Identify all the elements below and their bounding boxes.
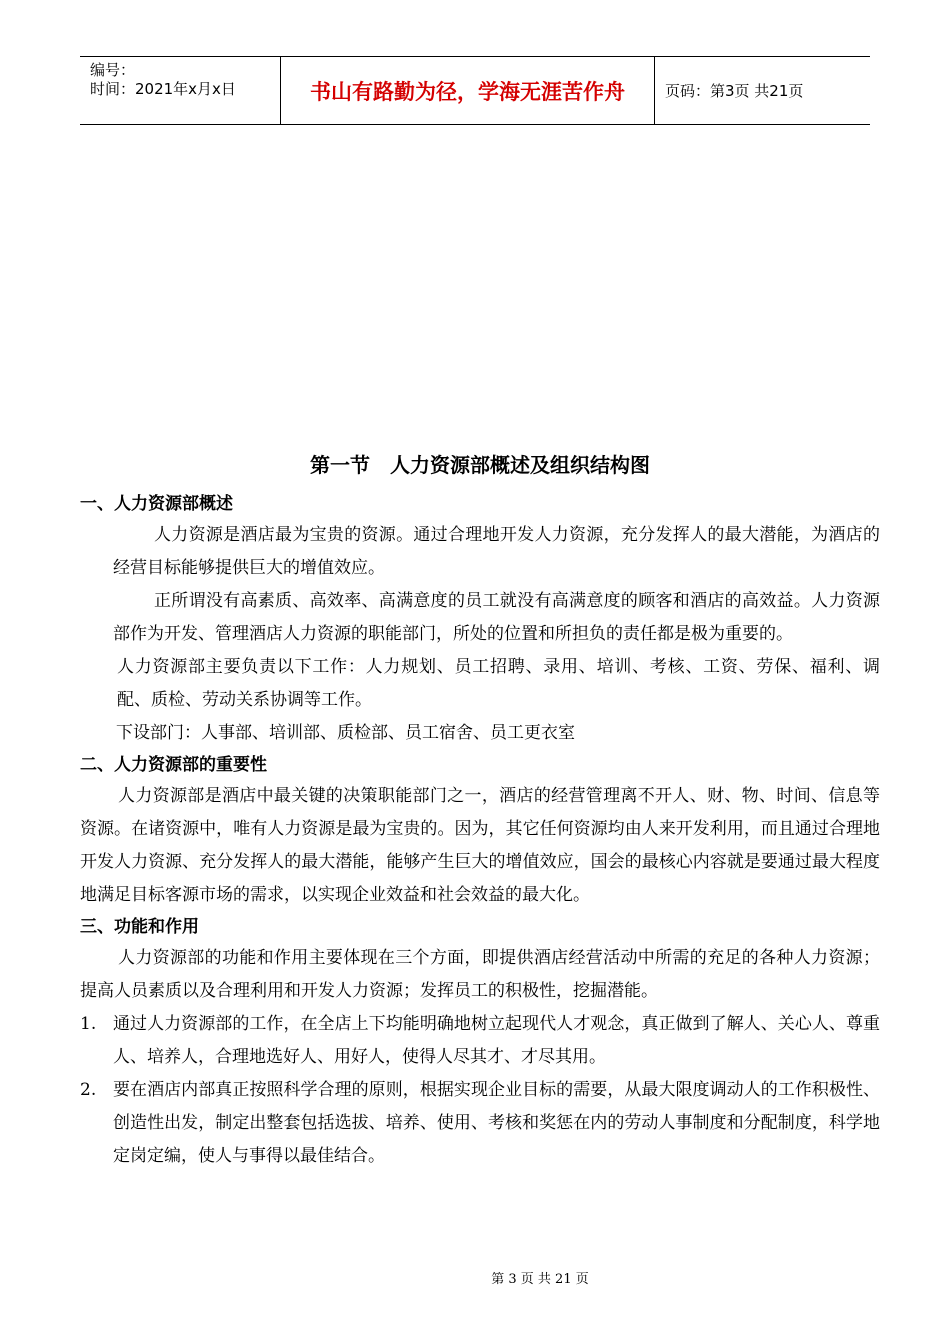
list-item (80, 1008, 880, 1074)
time-label: 时间：2021年x月x日 (90, 80, 236, 98)
page-footer: 第 3 页 共 21 页 (491, 1272, 589, 1287)
list-item-number: 1. (80, 1014, 97, 1034)
header-page-label: 页码：第3页 共21页 (665, 82, 804, 100)
header-meta (80, 57, 281, 124)
document-body (80, 450, 880, 1173)
list-item-text: 要在酒店内部真正按照科学合理的原则，根据实现企业目标的需要，从最大限度调动人的工作积极性、创造性出发，制定出整套包括选拔、培养、使用、考核和奖惩在内的劳动人事制度和分配制度，科学地定岗定编，使人与事得以最佳结合。 (113, 1080, 880, 1166)
heading-overview: 一、人力资源部概述 (80, 494, 233, 514)
list-item-number: 2. (80, 1080, 97, 1100)
header-motto: 书山有路勤为径，学海无涯苦作舟 (281, 57, 655, 124)
overview-paragraph-2: 正所谓没有高素质、高效率、高满意度的员工就没有高满意度的顾客和酒店的高效益。人力资源部作为开发、管理酒店人力资源的职能部门，所处的位置和所担负的责任都是极为重要的。 (113, 591, 880, 644)
overview-paragraph-3: 人力资源部主要负责以下工作：人力规划、员工招聘、录用、培训、考核、工资、劳保、福利、调配、质检、劳动关系协调等工作。 (117, 657, 880, 710)
overview-paragraph-1: 人力资源是酒店最为宝贵的资源。通过合理地开发人力资源，充分发挥人的最大潜能，为酒店的经营目标能够提供巨大的增值效应。 (113, 525, 880, 578)
list-item-text: 通过人力资源部的工作，在全店上下均能明确地树立起现代人才观念，真正做到了解人、关心人、尊重人、培养人，合理地选好人、用好人，使得人尽其才、才尽其用。 (113, 1014, 880, 1067)
importance-paragraph: 人力资源部是酒店中最关键的决策职能部门之一，酒店的经营管理离不开人、财、物、时间、信息等资源。在诸资源中，唯有人力资源是最为宝贵的。因为，其它任何资源均由人来开发利用，而且通过合理地开发人力资源、充分发挥人的最大潜能，能够产生巨大的增值效应，国会的最核心内容就是要通过最大程度地满足目标客源市场的需求，以实现企业效益和社会效益的最大化。 (80, 786, 880, 905)
heading-importance: 二、人力资源部的重要性 (80, 755, 267, 775)
page-header (80, 56, 870, 125)
heading-functions: 三、功能和作用 (80, 917, 199, 937)
number-label: 编号： (90, 61, 136, 79)
functions-paragraph: 人力资源部的功能和作用主要体现在三个方面，即提供酒店经营活动中所需的充足的各种人力资源；提高人员素质以及合理利用和开发人力资源；发挥员工的积极性，挖掘潜能。 (80, 948, 880, 1001)
overview-paragraph-4: 下设部门：人事部、培训部、质检部、员工宿舍、员工更衣室 (116, 723, 575, 743)
list-item (80, 1074, 880, 1173)
section-title: 第一节 人力资源部概述及组织结构图 (310, 453, 650, 477)
